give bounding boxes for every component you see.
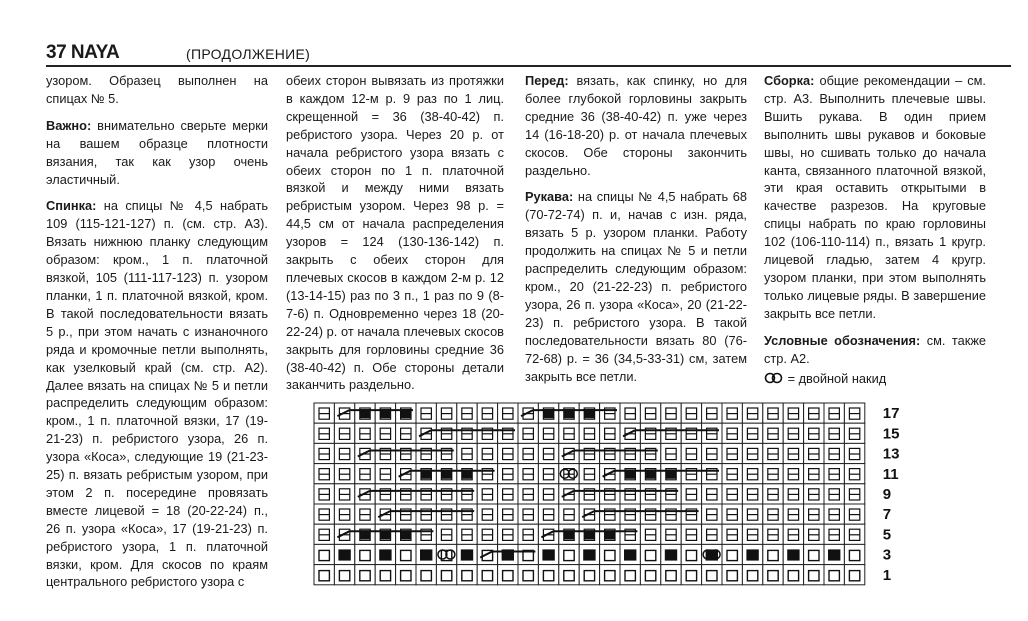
chart-cell <box>396 544 416 564</box>
knit-symbol <box>360 530 370 539</box>
row-label: 17 <box>882 405 900 423</box>
text-column-3 <box>525 72 747 394</box>
knit-symbol <box>360 409 370 418</box>
chart-cell <box>763 544 783 564</box>
chart-cell <box>355 565 375 585</box>
chart-cell <box>702 565 722 585</box>
para-text: общие рекомендации – см. стр. А3. Выполнить плечевые швы. Вшить рукава. В один прием выполнить швы рукавов и боковые швы, но сшивать только до начала канта, связанного платочной вязкой, эти края оставить открытыми в качестве разрезов. На круговые спицы набрать по краю горловины 102 (106-110-114) п., вязать 1 кругр. лицевой гладью, затем 4 кругр. узором планки, при этом выполнять только лицевые ряды. В завершение закрыть все петли. <box>764 73 986 321</box>
paragraph-assembly <box>764 72 986 323</box>
chart-cell <box>518 544 538 564</box>
row-label: 13 <box>882 445 900 463</box>
chart-cell <box>314 544 334 564</box>
para-text: вязать, как спинку, но для более глубокой горловины закрыть средние 36 (38-40-42) п. уже через 14 (16-18-20) р. от начала плечевых скосов. Обе стороны закончить раздельно. <box>525 73 747 178</box>
knit-symbol <box>441 470 451 479</box>
knit-symbol <box>543 409 553 418</box>
row-label: 1 <box>882 566 892 584</box>
chart-cell <box>600 544 620 564</box>
legend-double-yo <box>764 370 986 388</box>
chart-cell <box>640 565 660 585</box>
header-rule <box>46 65 1011 67</box>
row-label: 15 <box>882 425 900 443</box>
chart-cell <box>844 544 864 564</box>
text-column-4 <box>764 72 986 396</box>
knit-symbol <box>584 409 594 418</box>
para-heading: Сборка: <box>764 73 815 88</box>
knit-symbol <box>788 550 798 559</box>
chart-cell <box>804 544 824 564</box>
knit-symbol <box>339 550 349 559</box>
knit-symbol <box>401 409 411 418</box>
knit-symbol <box>645 470 655 479</box>
paragraph: узором. Образец выполнен на спицах № 5. <box>46 73 268 106</box>
paragraph-back <box>46 197 268 591</box>
chart-cell <box>661 565 681 585</box>
chart-cell <box>355 544 375 564</box>
chart-cell <box>824 565 844 585</box>
chart-cell <box>477 565 497 585</box>
paragraph-important <box>46 117 268 189</box>
para-text: на спицы № 4,5 набрать 109 (115-121-127) п. (см. стр. А3). Вязать нижнюю планку следующим образом: кром., 1 п. платочной вязкой, 105 (111-117-123) п. узором планки, 1 п. платочной вязкой, кром. В такой последовательности вязать 5 р., при этом начать с изнаночного ряда и кромочные петли выполнять, как узелковый край (см. стр. А2). Далее вязать на спицах № 5 и петли распределить следующим образом: кром., 1 п. платочной вязки, 17 (19-21-23) п. ребристого узора, 26 п. узора «Коса», следующие 19 (21-23-25) п. вязать ребристым узором, при этом 2 п. посередине провязать вместе лицевой = 18 (20-22-24) п., 26 п. узора «Коса», 17 (19-21-23) п. ребристого узора, 1 п. платочной вязки, кром. Для скосов по краям центрального ребристого узора с <box>46 198 268 590</box>
row-label: 3 <box>882 546 892 564</box>
chart-cell <box>314 565 334 585</box>
knit-symbol <box>380 409 390 418</box>
page-number-title: 37 NAYA <box>46 42 120 63</box>
text-column-1 <box>46 72 268 600</box>
chart-cell <box>579 565 599 585</box>
chart-cell <box>722 544 742 564</box>
text-column-2 <box>286 72 504 403</box>
knit-symbol <box>584 530 594 539</box>
chart-cell <box>763 565 783 585</box>
chart-cell <box>559 565 579 585</box>
para-heading: Условные обозначения: <box>764 332 921 348</box>
chart-cell <box>334 565 354 585</box>
knitting-chart <box>312 401 917 603</box>
chart-cell <box>681 565 701 585</box>
knit-symbol <box>543 550 553 559</box>
page-subtitle: (ПРОДОЛЖЕНИЕ) <box>186 46 311 62</box>
legend-text: = двойной накид <box>787 370 887 386</box>
chart-cell <box>681 544 701 564</box>
knit-symbol <box>380 550 390 559</box>
knit-symbol <box>666 470 676 479</box>
knit-symbol <box>625 550 635 559</box>
knit-symbol <box>401 530 411 539</box>
knit-symbol <box>747 550 757 559</box>
paragraph: обеих сторон вывязать из протяжки в каждом 12-м р. 9 раз по 1 лиц. скрещенной = 36 (38-40-42) п. ребристого узора. Через 20 р. от начала ребристого узора вязать с обеих сторон по 1 п. платочной вязкой и между ними вязать ребристым узором. Через 98 р. = 44,5 см от начала распределения узоров = 124 (130-136-142) п. закрыть с обеих сторон для плечевых скосов в каждом 2-м р. 12 (13-14-15) раз по 3 п., 1 раз по 9 (8-7-6) п. Одновременно через 18 (20-22-24) р. от начала плечевых скосов закрыть для горловины средние 36 (38-40-42) п. Обе стороны детали заканчить раздельно. <box>286 73 504 393</box>
knit-symbol <box>462 550 472 559</box>
knit-symbol <box>625 470 635 479</box>
knit-symbol <box>421 470 431 479</box>
chart-cell <box>538 565 558 585</box>
row-label: 9 <box>882 486 892 503</box>
chart-cell <box>640 544 660 564</box>
chart-cell <box>620 565 640 585</box>
para-text: см. также стр. А2. <box>764 332 986 366</box>
chart-cell <box>375 565 395 585</box>
chart-cell <box>722 565 742 585</box>
knit-symbol <box>462 470 472 479</box>
knit-symbol <box>380 530 390 539</box>
chart-cell <box>559 544 579 564</box>
paragraph-sleeves <box>525 188 747 385</box>
knit-symbol <box>605 530 615 539</box>
chart-cell <box>416 565 436 585</box>
knit-symbol <box>564 530 574 539</box>
chart-cell <box>396 565 416 585</box>
row-label: 11 <box>882 465 899 483</box>
paragraph-legend <box>764 332 986 368</box>
chart-cell <box>498 565 518 585</box>
knitting-chart-grid <box>312 401 917 603</box>
chart-cell <box>804 565 824 585</box>
knit-symbol <box>829 550 839 559</box>
para-heading: Важно: <box>46 117 92 133</box>
paragraph-front <box>525 72 747 179</box>
chart-cell <box>783 565 803 585</box>
para-heading: Перед: <box>525 73 569 88</box>
knit-symbol <box>503 550 513 559</box>
knit-symbol <box>564 409 574 418</box>
chart-cell <box>436 565 456 585</box>
double-yarn-over-icon <box>764 372 784 384</box>
knit-symbol <box>666 550 676 559</box>
chart-cell <box>742 565 762 585</box>
chart-cell <box>518 565 538 585</box>
chart-cell <box>457 565 477 585</box>
para-text: на спицы № 4,5 набрать 68 (70-72-74) п. и, начав с изн. ряда, вязать 5 р. узором планки. Работу продолжить на спицах № 5 и петли распределить следующим образом: кром., 20 (21-22-23) п. ребристого узора, 26 п. узора «Коса», 20 (21-22-23) п. ребристого узора. В такой последовательности вязать 80 (76-72-68) р. = 36 (34,5-33-31) см, затем закрыть все петли. <box>525 189 747 384</box>
para-text: внимательно сверьте мерки на вашем образце плотности вязания, так как узор очень эластичный. <box>46 117 268 187</box>
knit-symbol <box>421 550 431 559</box>
row-label: 5 <box>882 526 892 544</box>
row-label: 7 <box>882 506 892 524</box>
para-heading: Рукава: <box>525 189 574 205</box>
chart-cell <box>600 565 620 585</box>
knit-symbol <box>584 550 594 559</box>
page-header <box>46 42 1011 66</box>
chart-cell <box>844 565 864 585</box>
para-heading: Спинка: <box>46 198 97 214</box>
